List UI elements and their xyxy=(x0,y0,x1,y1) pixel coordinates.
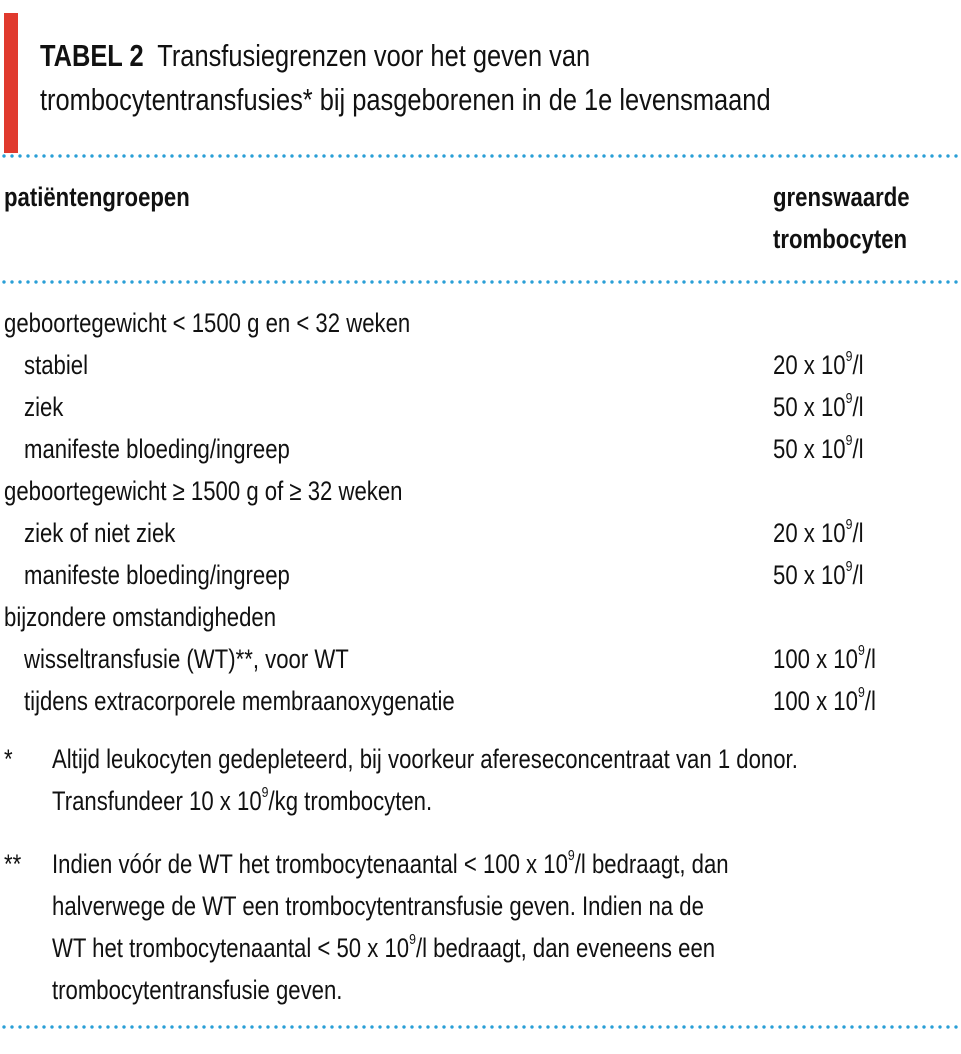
group-label: geboortegewicht ≥ 1500 g of ≥ 32 weken xyxy=(4,476,403,506)
row-label: ziek xyxy=(24,392,64,422)
value-base: 20 x 10 xyxy=(773,518,846,548)
row-label: tijdens extracorporele membraanoxygenatie xyxy=(24,686,455,716)
value-exponent: 9 xyxy=(845,516,853,533)
row-label: manifeste bloeding/ingreep xyxy=(24,560,290,590)
table-row xyxy=(0,512,961,554)
column-header-group: patiëntengroepen xyxy=(4,182,190,212)
threshold-value xyxy=(773,512,864,554)
exponent: 9 xyxy=(261,784,269,801)
exponent: 9 xyxy=(567,847,575,864)
threshold-value xyxy=(773,554,864,596)
dotted-rule-bottom xyxy=(0,1025,961,1029)
footnote-mark: * xyxy=(4,744,13,774)
footnote-text xyxy=(52,927,715,969)
footnote-2-line-3 xyxy=(0,927,961,969)
value-exponent: 9 xyxy=(845,432,853,449)
threshold-value xyxy=(773,428,864,470)
value-exponent: 9 xyxy=(845,558,853,575)
table-row xyxy=(0,680,961,722)
footnote-text: Altijd leukocyten gedepleteerd, bij voorkeur afereseconcentraat van 1 donor. xyxy=(52,744,798,774)
value-unit: /l xyxy=(864,686,876,716)
table-row xyxy=(0,344,961,386)
row-label: ziek of niet ziek xyxy=(24,518,176,548)
table-row xyxy=(0,596,961,638)
footnote-1-line-1 xyxy=(0,738,961,780)
value-unit: /l xyxy=(852,392,864,422)
value-exponent: 9 xyxy=(845,348,853,365)
text: Transfundeer 10 x 10 xyxy=(52,786,262,816)
row-label: stabiel xyxy=(24,350,88,380)
column-header-threshold-2: trombocyten xyxy=(773,224,908,254)
table-row xyxy=(0,554,961,596)
table-row xyxy=(0,638,961,680)
value-base: 100 x 10 xyxy=(773,644,858,674)
row-label: manifeste bloeding/ingreep xyxy=(24,434,290,464)
threshold-value xyxy=(773,344,864,386)
value-base: 100 x 10 xyxy=(773,686,858,716)
threshold-value xyxy=(773,680,876,722)
table-row xyxy=(0,470,961,512)
accent-bar xyxy=(4,13,18,153)
value-base: 50 x 10 xyxy=(773,434,846,464)
footnote-2-line-2 xyxy=(0,885,961,927)
dotted-rule-top xyxy=(0,154,961,158)
text: /l bedraagt, dan xyxy=(574,849,729,879)
table-title xyxy=(40,34,931,122)
value-unit: /l xyxy=(852,434,864,464)
footnote-text xyxy=(52,780,432,822)
row-label: wisseltransfusie (WT)**, voor WT xyxy=(24,644,349,674)
threshold-value xyxy=(773,638,876,680)
value-exponent: 9 xyxy=(845,390,853,407)
value-unit: /l xyxy=(852,560,864,590)
threshold-value xyxy=(773,386,864,428)
value-base: 50 x 10 xyxy=(773,392,846,422)
table-row xyxy=(0,386,961,428)
dotted-rule-header xyxy=(0,280,961,284)
table-label: TABEL 2 xyxy=(40,38,144,73)
value-unit: /l xyxy=(852,518,864,548)
table-row xyxy=(0,428,961,470)
title-line-2: trombocytentransfusies* bij pasgeborenen in de 1e levensmaand xyxy=(40,82,771,117)
value-exponent: 9 xyxy=(857,642,865,659)
table-row xyxy=(0,302,961,344)
footnote-text: halverwege de WT een trombocytentransfusie geven. Indien na de xyxy=(52,891,704,921)
value-exponent: 9 xyxy=(857,684,865,701)
title-text-1: Transfusiegrenzen voor het geven van xyxy=(157,38,591,73)
text: WT het trombocytenaantal < 50 x 10 xyxy=(52,933,410,963)
group-label: geboortegewicht < 1500 g en < 32 weken xyxy=(4,308,411,338)
footnote-2-line-1 xyxy=(0,843,961,885)
value-unit: /l xyxy=(852,350,864,380)
exponent: 9 xyxy=(409,931,416,948)
text: /l bedraagt, dan eveneens een xyxy=(415,933,716,963)
title-line-1 xyxy=(40,34,771,78)
value-base: 20 x 10 xyxy=(773,350,846,380)
group-label: bijzondere omstandigheden xyxy=(4,602,277,632)
value-unit: /l xyxy=(864,644,876,674)
footnote-text xyxy=(52,843,729,885)
text: /kg trombocyten. xyxy=(268,786,433,816)
footnote-2-line-4 xyxy=(0,969,961,1011)
footnote-1-line-2 xyxy=(0,780,961,822)
footnote-mark: ** xyxy=(4,849,22,879)
value-base: 50 x 10 xyxy=(773,560,846,590)
text: Indien vóór de WT het trombocytenaantal < 100 x 10 xyxy=(52,849,568,879)
footnote-text: trombocytentransfusie geven. xyxy=(52,975,343,1005)
column-header-threshold-1: grenswaarde xyxy=(773,182,910,212)
